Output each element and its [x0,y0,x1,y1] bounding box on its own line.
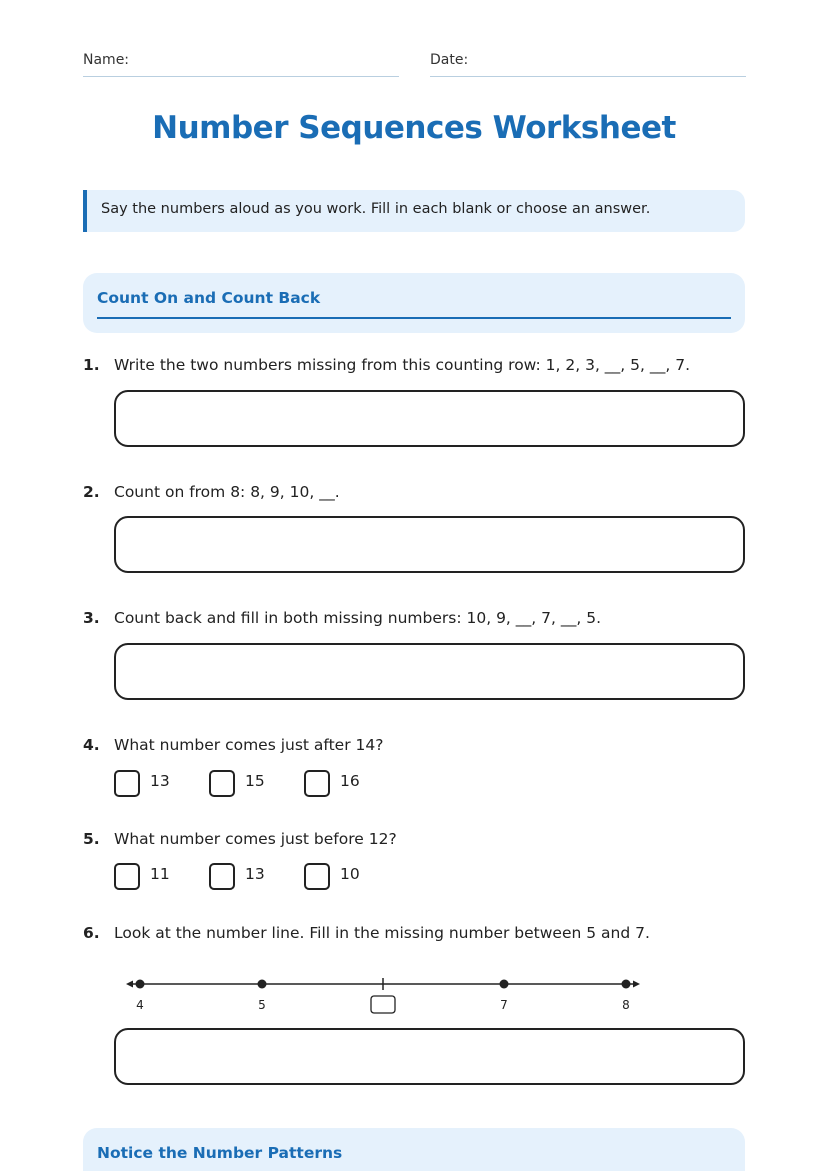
name-line[interactable] [83,76,399,77]
answer-box-1[interactable] [114,390,745,447]
number-line-point [500,980,509,989]
number-line [0,970,828,1020]
question-number: 6. [83,924,100,942]
choice-label: 13 [150,772,170,790]
missing-number-box[interactable] [371,996,395,1013]
answer-box-6[interactable] [114,1028,745,1085]
checkbox[interactable] [209,863,235,890]
question-text: Count back and fill in both missing numbers: 10, 9, __, 7, __, 5. [114,609,601,627]
number-line-point [622,980,631,989]
question-number: 2. [83,483,100,501]
question-text: Write the two numbers missing from this counting row: 1, 2, 3, __, 5, __, 7. [114,356,691,374]
question-number: 3. [83,609,100,627]
section-header-count [83,273,745,333]
date-field[interactable] [430,52,746,69]
question-text: What number comes just before 12? [114,830,397,848]
page-title: Number Sequences Worksheet [152,110,676,146]
number-line-label: 8 [622,998,630,1012]
right-arrow-icon [633,981,640,988]
section-divider [97,317,731,319]
section-title: Count On and Count Back [97,289,321,307]
checkbox[interactable] [209,770,235,797]
choice-label: 11 [150,865,170,883]
checkbox[interactable] [114,770,140,797]
number-line-point [136,980,145,989]
date-line[interactable] [430,76,746,77]
question-number: 5. [83,830,100,848]
checkbox[interactable] [304,863,330,890]
question-number: 4. [83,736,100,754]
name-label: Name: [83,52,130,68]
choice-label: 10 [340,865,360,883]
question-number: 1. [83,356,100,374]
instructions-callout [83,190,745,232]
number-line-point [258,980,267,989]
number-line-label: 5 [258,998,266,1012]
checkbox[interactable] [304,770,330,797]
choice-label: 15 [245,772,265,790]
instructions-text: Say the numbers aloud as you work. Fill in each blank or choose an answer. [101,201,651,217]
number-line-label: 4 [136,998,144,1012]
number-line-label: 7 [500,998,508,1012]
question-text: Look at the number line. Fill in the missing number between 5 and 7. [114,924,650,942]
answer-box-3[interactable] [114,643,745,700]
question-text: Count on from 8: 8, 9, 10, __. [114,483,340,501]
section-header-patterns [83,1128,745,1171]
section-title: Notice the Number Patterns [97,1144,343,1162]
answer-box-2[interactable] [114,516,745,573]
date-label: Date: [430,52,469,68]
question-text: What number comes just after 14? [114,736,384,754]
name-field[interactable] [83,52,399,69]
left-arrow-icon [126,981,133,988]
choice-label: 13 [245,865,265,883]
choice-label: 16 [340,772,360,790]
checkbox[interactable] [114,863,140,890]
